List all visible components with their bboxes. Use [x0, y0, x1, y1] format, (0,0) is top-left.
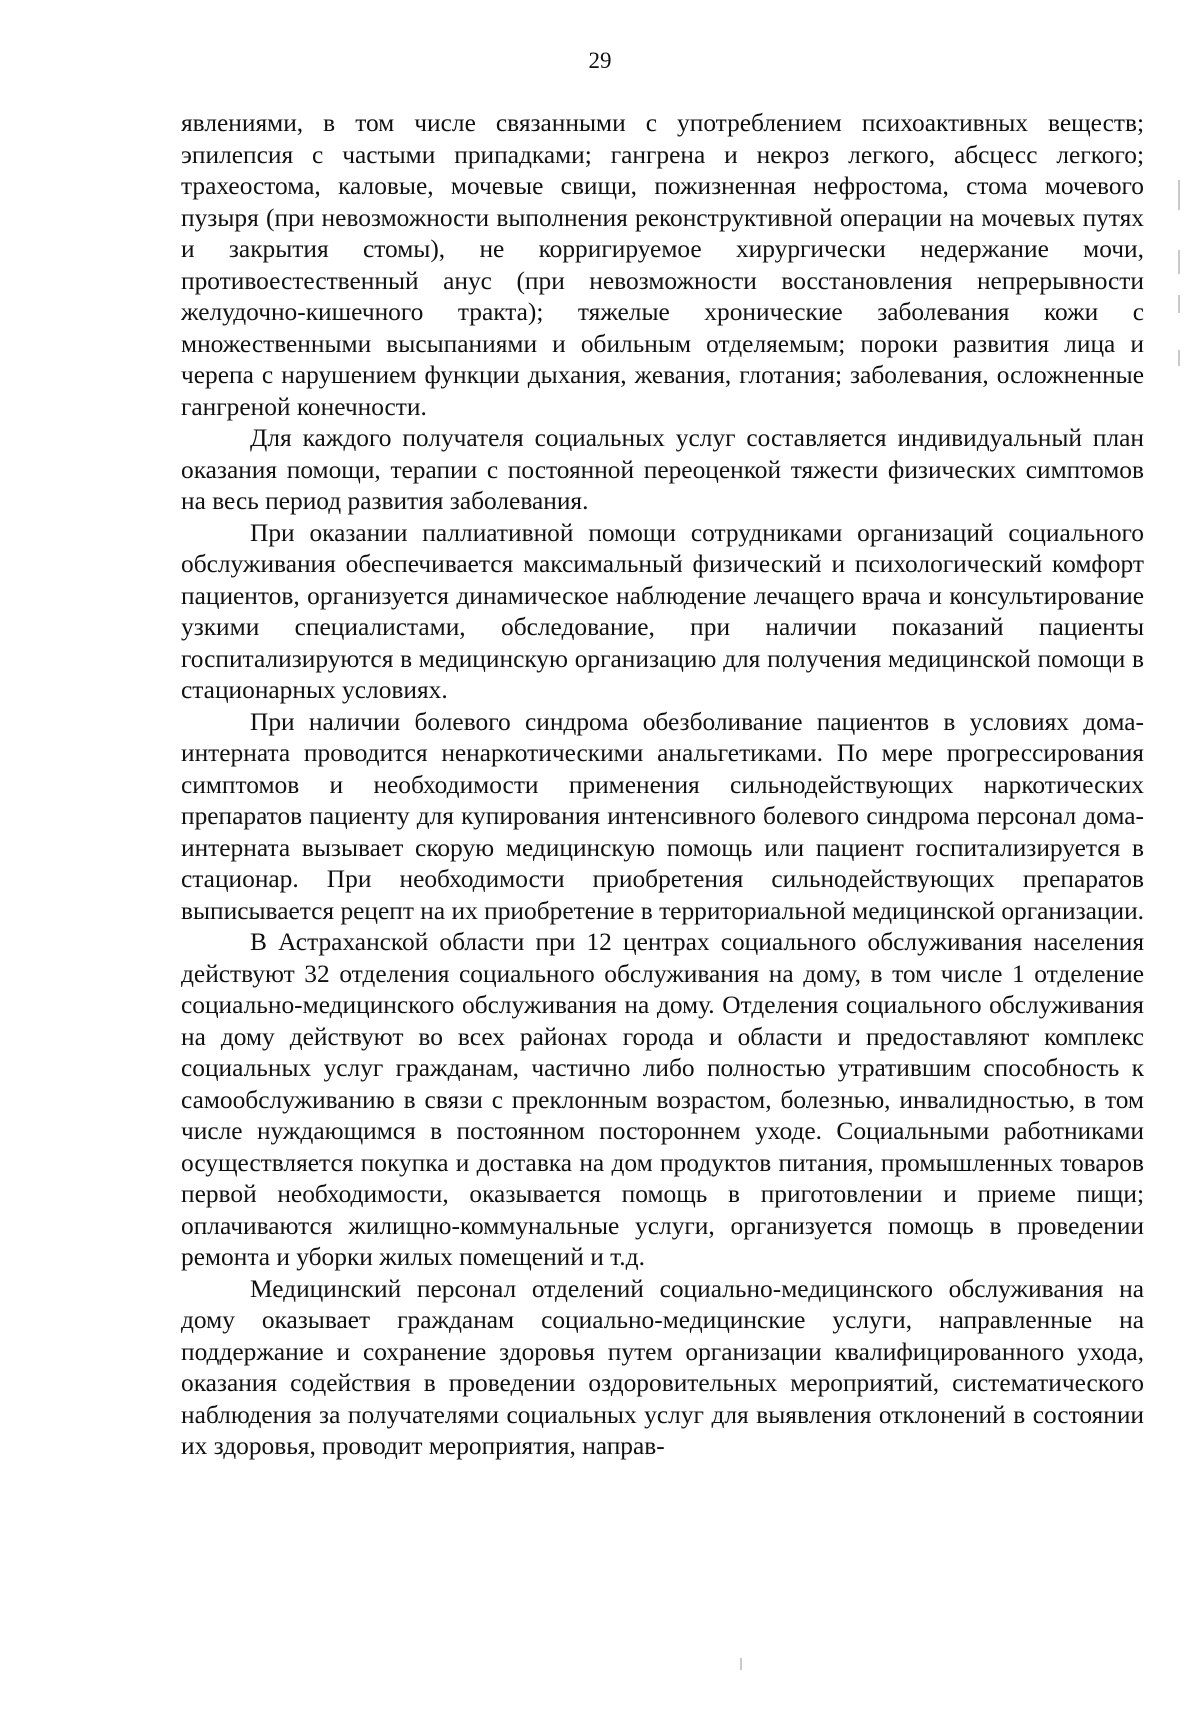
paragraph-astrakhan-centers: В Астраханской области при 12 центрах социального обслуживания населения действуют 32 отделения социального обслуживания на дому, в том числе 1 отделение социально-медицинского обслуживания на дому. Отделения социального обслуживания на дому действуют во всех районах города и области и предоставляют комплекс социальных услуг гражданам, частично либо полностью утратившим способность к самообслуживанию в связи с преклонным возрастом, болезнью, инвалидностью, в том числе нуждающимся в постоянном постороннем уходе. Социальными работниками осуществляется покупка и доставка на дом продуктов питания, промышленных товаров первой необходимости, оказывается помощь в приготовлении и приеме пищи; оплачиваются жилищно-коммунальные услуги, организуется помощь в проведении ремонта и уборки жилых помещений и т.д. [181, 928, 1144, 1271]
scan-artifact [1178, 295, 1180, 313]
scan-artifact [1178, 180, 1180, 210]
document-body [181, 108, 1144, 1463]
paragraph-continuation: явлениями, в том числе связанными с употреблением психоактивных веществ; эпилепсия с частыми припадками; гангрена и некроз легкого, абсцесс легкого; трахеостома, каловые, мочевые свищи, пожизненная нефростома, стома мочевого пузыря (при невозможности выполнения реконструктивной операции на мочевых путях и закрытия стомы), не корригируемое хирургически недержание мочи, противоестественный анус (при невозможности восстановления непрерывности желудочно-кишечного тракта); тяжелые хронические заболевания кожи с множественными высыпаниями и обильным отделяемым; пороки развития лица и черепа с нарушением функции дыхания, жевания, глотания; заболевания, осложненные гангреной конечности. [181, 109, 1144, 421]
scan-artifact [740, 1658, 742, 1670]
scan-artifact [1178, 350, 1180, 366]
page-number: 29 [588, 48, 612, 73]
scan-artifact [1178, 250, 1180, 274]
paragraph-pain-syndrome: При наличии болевого синдрома обезболивание пациентов в условиях дома-интерната проводится ненаркотическими анальгетиками. По мере прогрессирования симптомов и необходимости применения сильнодействующих наркотических препаратов пациенту для купирования интенсивного болевого синдрома персонал дома-интерната вызывает скорую медицинскую помощь или пациент госпитализируется в стационар. При необходимости приобретения сильнодействующих препаратов выписывается рецепт на их приобретение в территориальной медицинской организации. [181, 707, 1145, 925]
paragraph-individual-plan: Для каждого получателя социальных услуг составляется индивидуальный план оказания помощи, терапии с постоянной переоценкой тяжести физических симптомов на весь период развития заболевания. [181, 424, 1144, 515]
paragraph-palliative-care: При оказании паллиативной помощи сотрудниками организаций социального обслуживания обеспечивается максимальный физический и психологический комфорт пациентов, организуется динамическое наблюдение лечащего врача и консультирование узкими специалистами, обследование, при наличии показаний пациенты госпитализируются в медицинскую организацию для получения медицинской помощи в стационарных условиях. [181, 518, 1144, 704]
paragraph-medical-staff: Медицинский персонал отделений социально-медицинского обслуживания на дому оказывает гражданам социально-медицинские услуги, направленные на поддержание и сохранение здоровья путем организации квалифицированного ухода, оказания содействия в проведении оздоровительных мероприятий, систематического наблюдения за получателями социальных услуг для выявления отклонений в состоянии их здоровья, проводит мероприятия, направ- [181, 1274, 1144, 1460]
